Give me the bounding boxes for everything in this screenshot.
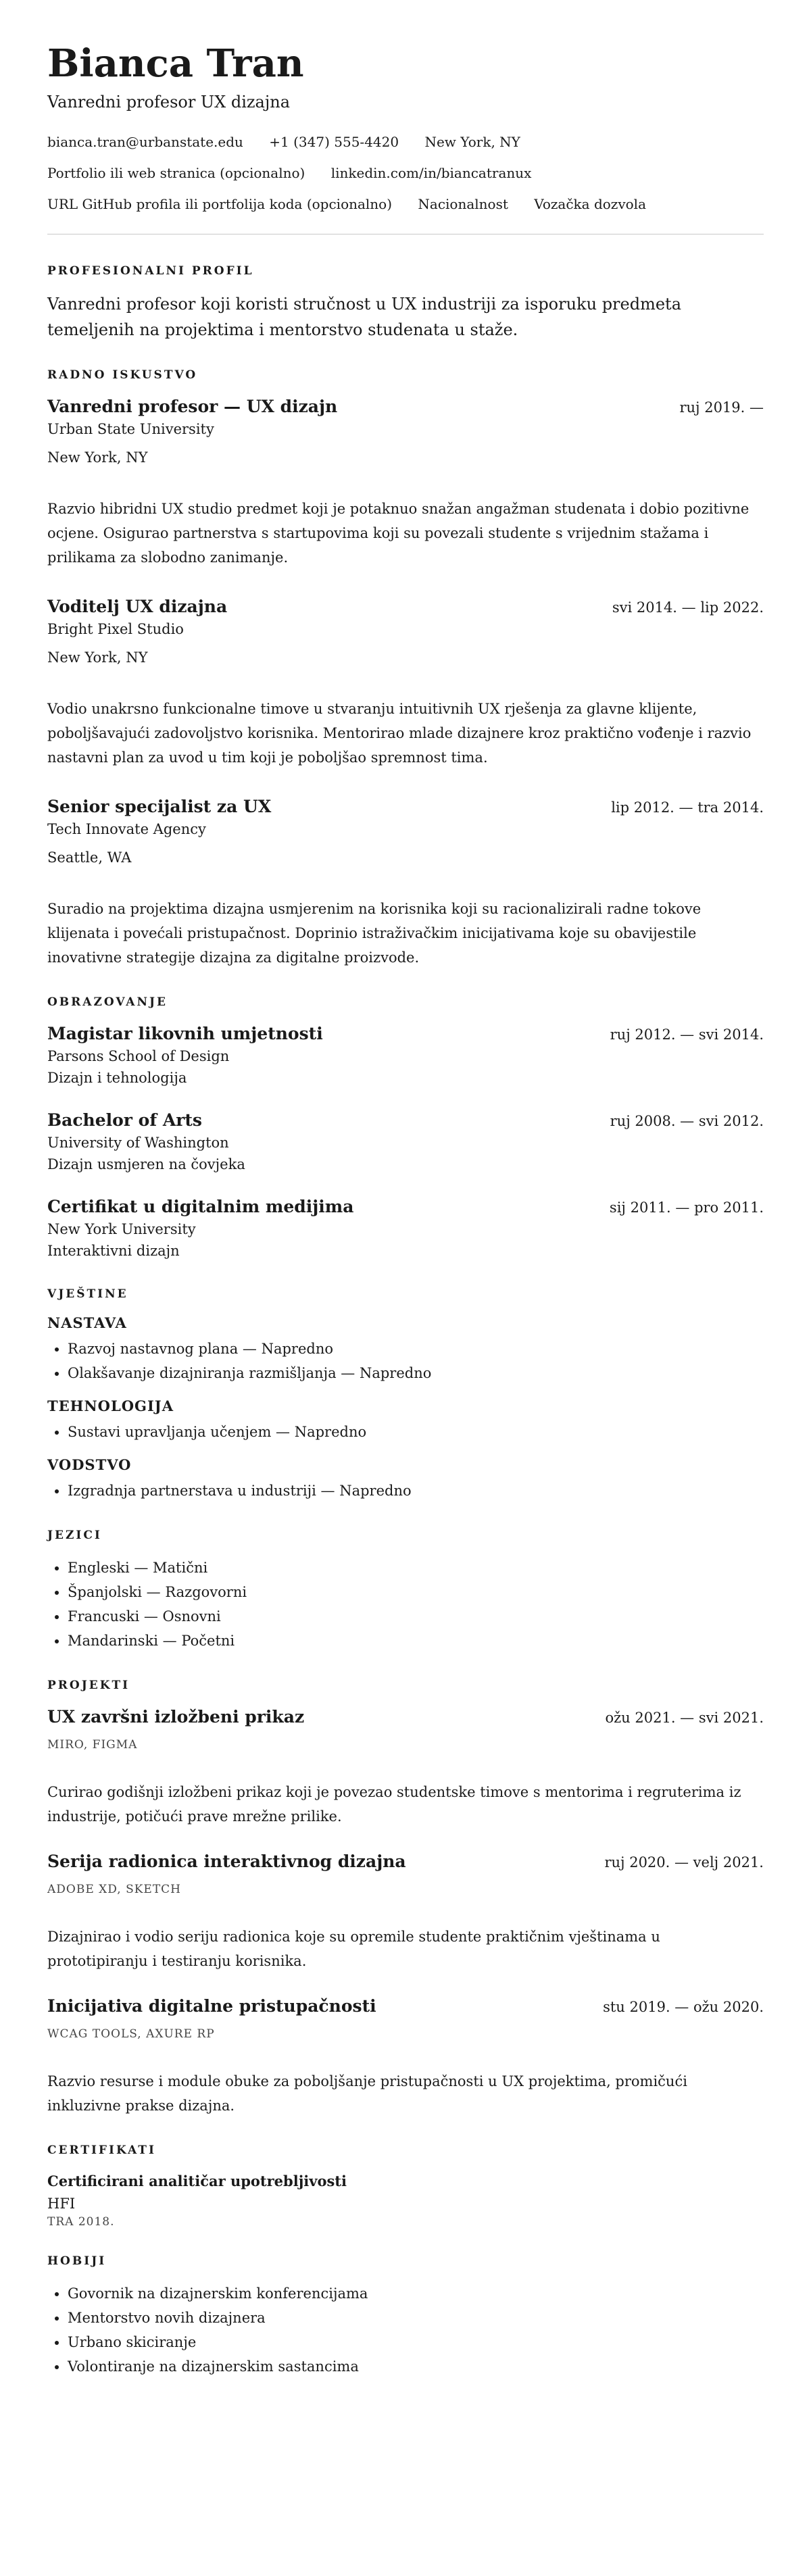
school-name: New York University <box>47 1221 196 1237</box>
section-title-skills: VJEŠTINE <box>47 1287 128 1301</box>
project-date: ruj 2020. — velj 2021. <box>604 1854 764 1871</box>
job-company: Bright Pixel Studio <box>47 621 184 637</box>
certificate-name: Certificirani analitičar upotrebljivosti <box>47 2173 347 2189</box>
degree-date: ruj 2008. — svi 2012. <box>610 1113 764 1129</box>
candidate-name: Bianca Tran <box>47 41 304 86</box>
hobby-item: • Mentorstvo novih dizajnera <box>68 2306 764 2330</box>
degree-date: sij 2011. — pro 2011. <box>609 1199 764 1216</box>
skill-category-title: NASTAVA <box>47 1314 127 1331</box>
linkedin-link[interactable]: linkedin.com/in/biancatranux <box>330 165 532 181</box>
experience-entry <box>47 795 764 970</box>
project-entry <box>47 1706 764 1829</box>
language-item: • Španjolski — Razgovorni <box>68 1580 764 1604</box>
project-entry <box>47 1995 764 2118</box>
job-location: New York, NY <box>47 449 148 466</box>
experience-entry <box>47 595 764 770</box>
job-location: New York, NY <box>47 649 148 666</box>
school-name: Parsons School of Design <box>47 1048 230 1064</box>
skill-item: • Sustavi upravljanja učenjem — Napredno <box>68 1420 764 1444</box>
degree-title: Magistar likovnih umjetnosti <box>47 1024 323 1043</box>
project-description: Razvio resurse i module obuke za poboljšanje pristupačnosti u UX projektima, promičući inkluzivne prakse dizajna. <box>47 2073 687 2114</box>
project-description: Dizajnirao i vodio seriju radionica koje su opremile studente praktičnim vještinama u prototipiranju i testiranju korisnika. <box>47 1929 660 1969</box>
education-section <box>47 995 764 1262</box>
nationality-field: Nacionalnost <box>418 196 508 212</box>
school-name: University of Washington <box>47 1135 229 1151</box>
education-entry <box>47 1109 764 1175</box>
skill-list <box>47 1420 764 1444</box>
skill-category-title: VODSTVO <box>47 1456 132 1473</box>
project-tools: MIRO, FIGMA <box>47 1738 138 1752</box>
project-date: stu 2019. — ožu 2020. <box>603 1999 764 2015</box>
driving-license-field: Vozačka dozvola <box>534 196 647 212</box>
degree-title: Bachelor of Arts <box>47 1110 203 1130</box>
study-field: Dizajn i tehnologija <box>47 1070 187 1086</box>
project-description: Curirao godišnji izložbeni prikaz koji je povezao studentske timove s mentorima i regruterima iz industrije, potičući prave mrežne prilike. <box>47 1784 741 1825</box>
language-item: • Francuski — Osnovni <box>68 1604 764 1629</box>
job-date: lip 2012. — tra 2014. <box>611 799 764 816</box>
education-entry <box>47 1195 764 1262</box>
certificate-entry <box>47 2171 764 2229</box>
project-name: UX završni izložbeni prikaz <box>47 1707 305 1727</box>
hobby-item: • Urbano skiciranje <box>68 2330 764 2354</box>
job-company: Urban State University <box>47 421 214 437</box>
degree-date: ruj 2012. — svi 2014. <box>610 1026 764 1043</box>
section-title-certificates: CERTIFIKATI <box>47 2144 156 2157</box>
hobbies-section <box>47 2254 764 2379</box>
section-title-projects: PROJEKTI <box>47 1679 130 1692</box>
section-title-hobbies: HOBIJI <box>47 2254 107 2268</box>
certificate-date: TRA 2018. <box>47 2215 115 2229</box>
job-company: Tech Innovate Agency <box>47 821 206 837</box>
hobby-item: • Volontiranje na dizajnerskim sastancima <box>68 2354 764 2379</box>
project-tools: WCAG TOOLS, AXURE RP <box>47 2027 215 2041</box>
projects-section <box>47 1679 764 2118</box>
certificate-issuer: HFI <box>47 2196 76 2212</box>
project-name: Serija radionica interaktivnog dizajna <box>47 1852 406 1871</box>
job-title: Senior specijalist za UX <box>47 797 272 816</box>
job-date: ruj 2019. — <box>679 399 764 416</box>
experience-section <box>47 368 764 970</box>
skill-category-title: TEHNOLOGIJA <box>47 1397 174 1414</box>
certificates-section <box>47 2144 764 2229</box>
job-location: Seattle, WA <box>47 849 132 866</box>
project-date: ožu 2021. — svi 2021. <box>605 1710 764 1726</box>
project-entry <box>47 1850 764 1973</box>
project-name: Inicijativa digitalne pristupačnosti <box>47 1996 376 2016</box>
job-description: Vodio unakrsno funkcionalne timove u stvaranju intuitivnih UX rješenja za glavne klijente, poboljšavajući zadovoljstvo korisnika. Mentorirao mlade dizajnere kroz praktično vođenje i razvio nastavni plan za uvod u tim koji je poboljšao spremnost tima. <box>47 701 752 766</box>
study-field: Interaktivni dizajn <box>47 1243 180 1259</box>
skill-list <box>47 1479 764 1503</box>
degree-title: Certifikat u digitalnim medijima <box>47 1197 354 1216</box>
section-title-education: OBRAZOVANJE <box>47 995 168 1009</box>
contact-row-primary <box>47 132 764 151</box>
skill-item: • Izgradnja partnerstava u industriji — Napredno <box>68 1479 764 1503</box>
candidate-headline: Vanredni profesor UX dizajna <box>47 93 291 112</box>
contact-row-extra <box>47 195 764 214</box>
job-description: Razvio hibridni UX studio predmet koji je potaknuo snažan angažman studenata i dobio pozitivne ocjene. Osigurao partnerstva s startupovima koji su povezali studente s vrijednim stažama i prilikama za slobodno zanimanje. <box>47 501 749 566</box>
language-item: • Mandarinski — Početni <box>68 1629 764 1653</box>
profile-summary: Vanredni profesor koji koristi stručnost u UX industriji za isporuku predmeta temeljenih na projektima i mentorstvo studenata u staže. <box>47 295 682 339</box>
job-title: Vanredni profesor — UX dizajn <box>47 397 338 416</box>
section-title-languages: JEZICI <box>47 1529 102 1542</box>
skill-item: • Razvoj nastavnog plana — Napredno <box>68 1337 764 1361</box>
study-field: Dizajn usmjeren na čovjeka <box>47 1156 245 1172</box>
section-title-profile: PROFESIONALNI PROFIL <box>47 264 254 278</box>
project-tools: ADOBE XD, SKETCH <box>47 1883 182 1896</box>
github-link[interactable]: URL GitHub profila ili portfolija koda (opcionalno) <box>47 196 393 212</box>
hobby-list <box>47 2281 764 2379</box>
contact-row-links <box>47 164 764 182</box>
language-item: • Engleski — Matični <box>68 1556 764 1580</box>
contact-location: New York, NY <box>424 134 520 150</box>
skill-item: • Olakšavanje dizajniranja razmišljanja — Napredno <box>68 1361 764 1385</box>
job-description: Suradio na projektima dizajna usmjerenim na korisnika koji su racionalizirali radne tokove klijenata i povećali pristupačnost. Doprinio istraživačkim inicijativama koje su obavijestile inovativne strategije dizajna za digitalne proizvode. <box>47 901 702 966</box>
languages-section <box>47 1529 764 1653</box>
contact-email[interactable]: bianca.tran@urbanstate.edu <box>47 134 243 150</box>
hobby-item: • Govornik na dizajnerskim konferencijama <box>68 2281 764 2306</box>
skill-list <box>47 1337 764 1385</box>
job-title: Voditelj UX dizajna <box>47 597 228 616</box>
skills-section <box>47 1287 764 1503</box>
portfolio-link[interactable]: Portfolio ili web stranica (opcionalno) <box>47 165 305 181</box>
section-title-experience: RADNO ISKUSTVO <box>47 368 198 382</box>
job-date: svi 2014. — lip 2022. <box>612 599 764 616</box>
language-list <box>47 1556 764 1653</box>
experience-entry <box>47 395 764 570</box>
contact-phone[interactable]: +1 (347) 555-4420 <box>269 134 399 150</box>
education-entry <box>47 1022 764 1089</box>
